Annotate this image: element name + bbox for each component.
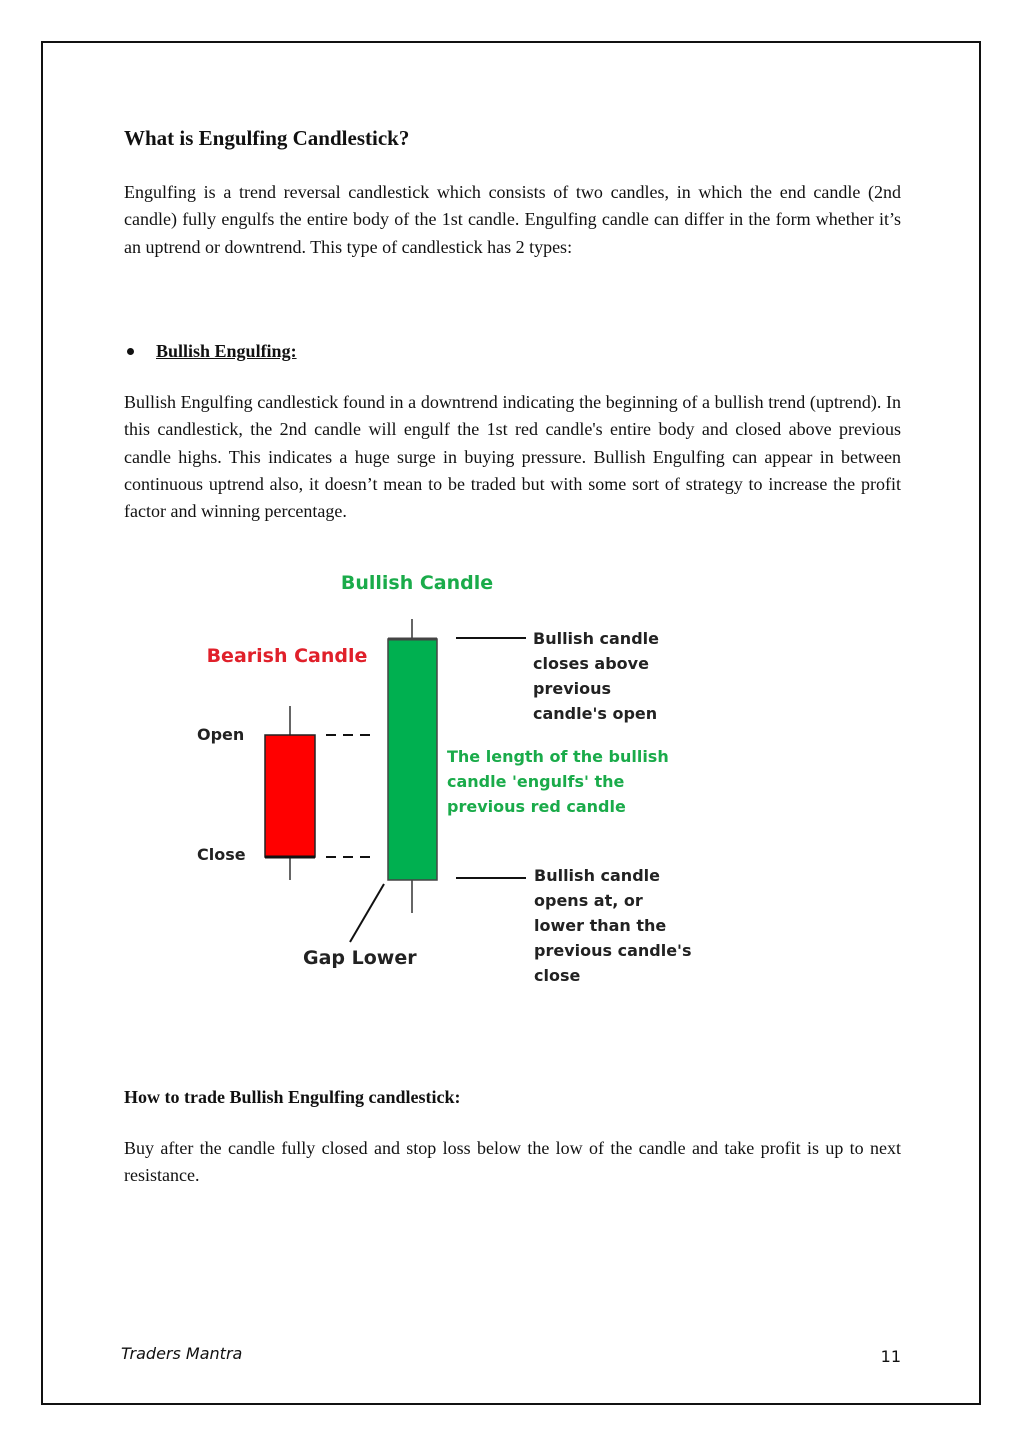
engulf-note-line: The length of the bullish <box>447 747 669 766</box>
top-note <box>533 629 659 723</box>
intro-paragraph: Engulfing is a trend reversal candlestick which consists of two candles, in which the end candle (2nd candle) fully engulfs the entire body of the 1st candle. Engulfing candle can differ in the form whether it’s an uptrend or downtrend. This type of candlestick has 2 types: <box>124 182 901 257</box>
open-label: Open <box>197 725 245 744</box>
bullish-candle-title: Bullish Candle <box>340 572 494 594</box>
top-note-line: closes above <box>533 654 649 673</box>
page-number: 11 <box>880 1347 901 1366</box>
bearish-candle-body <box>265 735 315 857</box>
trade-paragraph: Buy after the candle fully closed and stop loss below the low of the candle and take profit is up to next resistance. <box>124 1138 901 1186</box>
gap-lower-label: Gap Lower <box>303 947 417 969</box>
bottom-note-line: lower than the <box>534 916 667 935</box>
page-title: What is Engulfing Candlestick? <box>124 126 410 150</box>
engulf-note <box>447 747 669 816</box>
trade-heading: How to trade Bullish Engulfing candlestick: <box>124 1087 461 1107</box>
bottom-note-line: Bullish candle <box>534 866 660 885</box>
gap-pointer-line <box>350 884 384 942</box>
bullish-description-paragraph: Bullish Engulfing candlestick found in a downtrend indicating the beginning of a bullish trend (uptrend). In this candlestick, the 2nd candle will engulf the 1st red candle's entire body and closed above previous candle highs. This indicates a huge surge in buying pressure. Bullish Engulfing can appear in between continuous uptrend also, it doesn’t mean to be traded but with some sort of strategy to increase the profit factor and winning percentage. <box>124 392 901 522</box>
bullet-label: Bullish Engulfing: <box>156 341 297 361</box>
close-label: Close <box>197 845 246 864</box>
engulf-note-line: candle 'engulfs' the <box>447 772 625 791</box>
footer-brand: Traders Mantra <box>121 1344 243 1363</box>
bearish-candle-title: Bearish Candle <box>206 645 368 667</box>
bottom-note-line: opens at, or <box>534 891 643 910</box>
bottom-note <box>534 866 691 985</box>
top-note-line: Bullish candle <box>533 629 659 648</box>
bottom-note-line: close <box>534 966 581 985</box>
bottom-note-line: previous candle's <box>534 941 692 960</box>
bullish-candle-body <box>388 639 437 880</box>
top-note-line: candle's open <box>533 704 658 723</box>
engulf-note-line: previous red candle <box>447 797 626 816</box>
top-note-line: previous <box>533 679 612 698</box>
